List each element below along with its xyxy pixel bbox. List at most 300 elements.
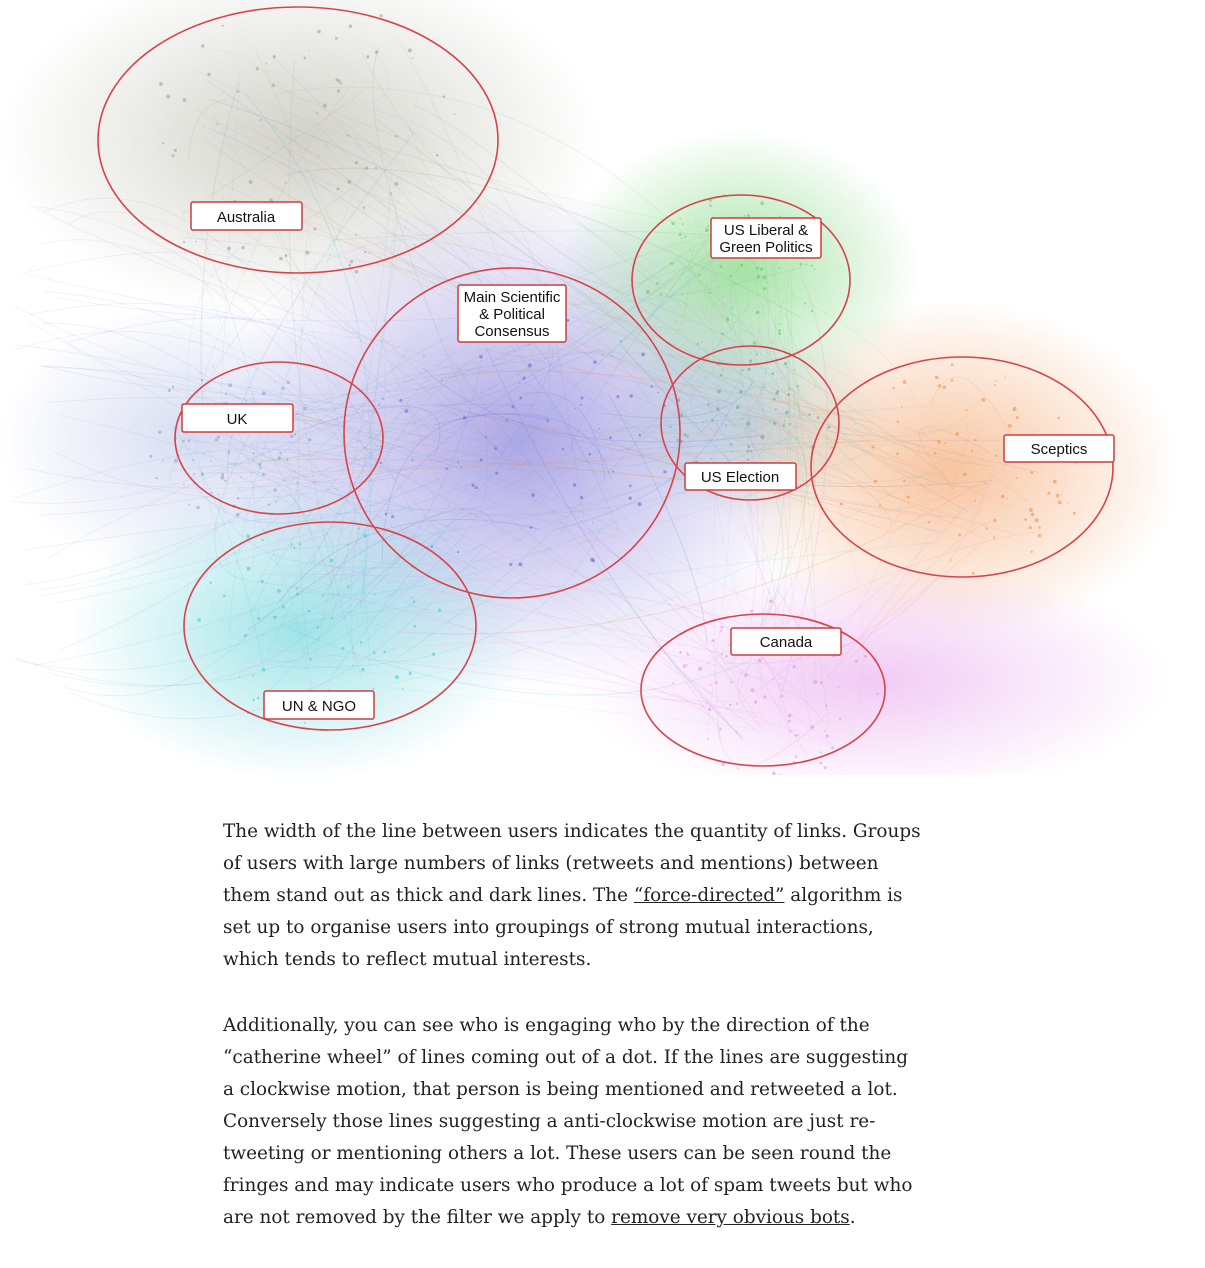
network-node <box>736 405 740 409</box>
network-node <box>737 767 739 769</box>
network-node <box>207 73 210 76</box>
network-node <box>756 354 758 356</box>
network-node <box>463 416 467 420</box>
network-node <box>743 215 745 217</box>
network-node <box>762 276 766 280</box>
network-node <box>725 655 728 658</box>
network-node <box>763 287 766 290</box>
network-node <box>839 717 842 720</box>
network-node <box>1004 377 1005 378</box>
network-node <box>741 369 743 371</box>
network-node <box>431 545 433 547</box>
network-node <box>296 593 299 596</box>
network-node <box>871 516 872 517</box>
network-node <box>480 459 483 462</box>
network-node <box>1056 494 1060 498</box>
network-node <box>330 559 334 563</box>
network-node <box>686 664 687 665</box>
network-node <box>436 154 439 157</box>
network-node <box>831 747 834 750</box>
network-node <box>349 25 352 28</box>
network-node <box>188 503 190 505</box>
network-node <box>172 386 175 389</box>
network-node <box>828 426 831 429</box>
network-node <box>903 480 906 483</box>
network-node <box>669 426 671 428</box>
network-node <box>485 436 487 438</box>
network-node <box>287 381 290 384</box>
network-node <box>676 439 678 441</box>
network-node <box>756 311 760 315</box>
network-node <box>494 447 497 450</box>
network-node <box>731 451 733 453</box>
network-node <box>210 491 212 493</box>
network-node <box>509 563 512 566</box>
network-node <box>262 668 266 672</box>
network-node <box>432 653 435 656</box>
network-node <box>303 57 306 60</box>
network-node <box>182 440 185 443</box>
network-node <box>995 455 997 457</box>
network-node <box>355 270 359 274</box>
network-node <box>811 264 813 266</box>
network-node <box>815 386 816 387</box>
network-node <box>166 95 170 99</box>
network-node <box>252 444 254 446</box>
network-node <box>711 458 713 460</box>
network-node <box>213 366 214 367</box>
network-node <box>322 594 324 596</box>
network-node <box>772 772 776 775</box>
network-node <box>703 421 705 423</box>
network-node <box>684 236 686 238</box>
network-node <box>629 497 632 500</box>
network-node <box>693 250 694 251</box>
network-node <box>730 443 733 446</box>
paragraph-line-width <box>223 816 923 976</box>
network-node <box>943 385 946 388</box>
network-node <box>215 438 218 441</box>
network-node <box>757 275 761 279</box>
network-node <box>372 688 374 690</box>
network-node <box>316 626 319 629</box>
network-node <box>811 725 815 729</box>
network-node <box>646 290 650 294</box>
network-node <box>355 161 358 164</box>
network-node <box>347 544 348 545</box>
network-node <box>612 355 613 356</box>
network-node <box>253 452 255 454</box>
network-node <box>380 462 382 464</box>
network-node <box>183 241 185 243</box>
network-node <box>375 50 379 54</box>
network-node <box>338 539 339 540</box>
label-us-liberal <box>711 218 821 258</box>
network-node <box>763 695 766 698</box>
network-node <box>638 502 642 506</box>
network-node <box>620 340 622 342</box>
network-node <box>438 609 441 612</box>
paragraph-text: . <box>849 1207 856 1228</box>
network-node <box>879 504 881 506</box>
network-node <box>382 398 384 400</box>
network-node <box>732 307 734 309</box>
network-node <box>1067 503 1068 504</box>
network-node <box>293 547 295 549</box>
network-node <box>580 396 583 399</box>
network-node <box>259 467 261 469</box>
network-node <box>972 572 975 575</box>
network-node <box>739 390 743 394</box>
network-node <box>811 310 813 312</box>
network-node <box>1038 534 1042 538</box>
network-node <box>1061 493 1062 494</box>
network-node <box>174 149 177 152</box>
network-node <box>391 515 394 518</box>
network-node <box>1007 498 1008 499</box>
network-node <box>769 600 773 604</box>
network-node <box>722 369 724 371</box>
network-node <box>722 296 723 297</box>
network-node <box>707 738 709 740</box>
label-consensus <box>458 285 566 342</box>
network-node <box>754 701 757 704</box>
network-node <box>256 67 259 70</box>
network-node <box>363 534 367 538</box>
network-node <box>840 503 843 506</box>
network-node <box>1047 492 1050 495</box>
network-node <box>758 659 762 663</box>
network-node <box>789 730 791 732</box>
network-node <box>1008 424 1012 428</box>
network-node <box>1013 407 1017 411</box>
network-node <box>222 25 224 27</box>
svg-text:Sceptics: Sceptics <box>1030 441 1088 458</box>
network-node <box>531 493 535 497</box>
network-node <box>506 419 508 421</box>
network-node <box>285 254 288 257</box>
network-node <box>149 455 152 458</box>
network-node <box>349 264 352 267</box>
network-node <box>317 155 319 157</box>
network-node <box>372 529 373 530</box>
network-node <box>281 387 284 390</box>
network-node <box>303 406 307 410</box>
network-node <box>994 384 996 386</box>
svg-text:US Liberal &: US Liberal & <box>723 222 809 239</box>
network-node <box>282 605 285 608</box>
network-node <box>1053 480 1057 484</box>
network-node <box>958 534 961 537</box>
network-node <box>689 249 691 251</box>
network-node <box>228 383 232 387</box>
network-node <box>974 500 976 502</box>
network-node <box>1038 526 1041 529</box>
network-node <box>676 321 678 323</box>
network-node <box>935 376 939 380</box>
network-node <box>530 526 533 529</box>
network-node <box>824 730 826 732</box>
network-node <box>237 90 239 92</box>
network-node <box>193 473 195 475</box>
network-node <box>719 265 722 268</box>
network-node <box>838 686 840 688</box>
network-node <box>740 264 743 267</box>
network-node <box>681 238 683 240</box>
network-node <box>650 385 652 387</box>
network-node <box>268 503 270 505</box>
network-node <box>358 527 360 529</box>
network-node <box>1073 512 1076 515</box>
network-node <box>402 688 404 690</box>
network-node <box>710 684 712 686</box>
network-node <box>445 467 448 470</box>
svg-text:& Political: & Political <box>479 306 545 323</box>
force-directed-link[interactable]: “force-directed” <box>633 885 785 906</box>
network-node <box>348 180 352 184</box>
network-node <box>993 536 995 538</box>
network-node <box>747 426 749 428</box>
network-node <box>735 282 737 284</box>
network-node <box>708 292 710 294</box>
network-node <box>290 435 293 438</box>
network-node <box>760 435 764 439</box>
label-sceptics <box>1004 435 1114 462</box>
network-node <box>797 734 799 736</box>
network-node <box>747 459 749 461</box>
network-node <box>934 452 937 455</box>
network-node <box>720 374 723 377</box>
network-node <box>781 695 784 698</box>
network-node <box>580 496 583 499</box>
network-node <box>408 49 412 53</box>
network-node <box>313 179 314 180</box>
network-node <box>789 423 791 425</box>
network-node <box>672 682 674 684</box>
network-node <box>725 414 727 416</box>
network-node <box>995 380 997 382</box>
network-node <box>786 366 788 368</box>
network-node <box>294 433 297 436</box>
network-node <box>335 78 338 81</box>
network-node <box>657 392 659 394</box>
network-node <box>776 390 779 393</box>
network-node <box>202 126 203 127</box>
network-node <box>771 372 774 375</box>
network-node <box>262 391 266 395</box>
network-node <box>375 167 377 169</box>
network-node <box>263 635 264 636</box>
network-node <box>684 433 687 436</box>
network-node <box>203 453 205 455</box>
network-node <box>385 513 388 516</box>
network-node <box>471 484 474 487</box>
network-node <box>896 452 899 455</box>
network-node <box>713 304 715 306</box>
network-node <box>784 362 787 365</box>
network-node <box>993 519 996 522</box>
svg-text:Canada: Canada <box>759 634 813 651</box>
network-node <box>364 447 365 448</box>
network-node <box>272 84 275 87</box>
svg-text:Green Politics: Green Politics <box>719 239 813 256</box>
network-node <box>706 702 707 703</box>
network-node <box>593 360 597 364</box>
network-node <box>708 708 711 711</box>
network-node <box>854 423 855 424</box>
network-node <box>874 480 877 483</box>
network-node <box>937 440 941 444</box>
network-node <box>831 447 833 449</box>
network-node <box>716 407 719 410</box>
network-node <box>686 652 688 654</box>
network-node <box>616 395 619 398</box>
network-node <box>749 359 752 362</box>
network-node <box>258 612 259 613</box>
network-node <box>971 450 973 452</box>
network-node <box>726 708 727 709</box>
network-node <box>747 214 750 217</box>
network-node <box>413 625 416 628</box>
network-node <box>209 581 211 583</box>
network-node <box>249 180 253 184</box>
network-node <box>350 260 353 263</box>
network-node <box>723 422 724 423</box>
network-node <box>814 680 818 684</box>
remove-bots-link[interactable]: remove very obvious bots <box>611 1207 850 1228</box>
network-node <box>747 368 750 371</box>
network-node <box>709 204 712 207</box>
network-node <box>736 731 738 733</box>
network-node <box>965 409 967 411</box>
network-node <box>982 398 986 402</box>
network-node <box>247 567 251 571</box>
network-node <box>785 411 789 415</box>
network-node <box>326 146 327 147</box>
network-node <box>963 473 966 476</box>
network-node <box>1024 518 1027 521</box>
network-node <box>804 303 806 305</box>
network-node <box>730 275 732 277</box>
network-node <box>308 438 312 442</box>
network-node <box>750 610 753 613</box>
network-node <box>252 699 255 702</box>
network-node <box>773 398 776 401</box>
network-node <box>641 352 645 356</box>
network-node <box>261 580 264 583</box>
network-node <box>369 252 371 254</box>
network-node <box>423 355 425 357</box>
network-node <box>197 618 201 622</box>
network-node <box>394 182 398 186</box>
network-node <box>820 681 823 684</box>
network-node <box>342 647 345 650</box>
network-node <box>217 123 219 125</box>
network-node <box>826 734 829 737</box>
network-node <box>670 262 673 265</box>
network-node <box>308 610 311 613</box>
paragraph-text: Additionally, you can see who is engaging who by the direction of the “catherine wheel” of lines coming out of a dot. If the lines are suggesting a clockwise motion, that person is being mentioned and retweeted a lot. Conversely those lines suggesting a anti-clockwise motion are just re-tweeting or mentioning others a lot. These users can be seen round the fringes and may indicate users who produce a lot of spam tweets but who are not removed by the filter we apply to <box>223 1015 913 1228</box>
network-node <box>705 228 709 232</box>
network-node <box>720 630 722 632</box>
network-node <box>366 55 369 58</box>
network-node <box>220 476 224 480</box>
network-node <box>779 323 781 325</box>
network-node <box>773 421 776 424</box>
network-node <box>377 623 379 625</box>
network-node <box>984 482 986 484</box>
network-node <box>443 95 446 98</box>
network-node <box>528 363 532 367</box>
network-node <box>243 635 245 637</box>
network-node <box>390 192 392 194</box>
network-node <box>495 472 498 475</box>
network-node <box>707 404 709 406</box>
network-node <box>725 424 727 426</box>
network-node <box>361 668 365 672</box>
network-node <box>698 274 700 276</box>
network-node <box>778 329 781 332</box>
network-node <box>736 703 738 705</box>
network-node <box>592 522 593 523</box>
network-node <box>461 466 463 468</box>
article-body <box>223 816 923 1268</box>
network-node <box>763 386 765 388</box>
network-node <box>1035 518 1039 522</box>
label-uk <box>182 404 293 432</box>
network-node <box>240 476 242 478</box>
network-node <box>522 376 525 379</box>
network-node <box>258 463 261 466</box>
network-node <box>599 428 600 429</box>
network-node <box>722 763 725 766</box>
network-node <box>679 218 681 220</box>
network-node <box>245 400 247 402</box>
paragraph-catherine-wheel <box>223 1010 923 1234</box>
network-node <box>903 380 907 384</box>
network-node <box>223 594 226 597</box>
network-node <box>721 653 723 655</box>
network-node <box>794 369 796 371</box>
network-node <box>817 416 820 419</box>
network-node <box>720 728 722 730</box>
network-node <box>778 267 780 269</box>
network-node <box>717 390 721 394</box>
label-un-ngo <box>264 691 374 719</box>
network-node <box>195 241 197 243</box>
network-node <box>305 251 309 255</box>
network-node <box>612 471 614 473</box>
network-node <box>892 387 894 389</box>
network-node <box>711 639 714 642</box>
network-node <box>1058 501 1062 505</box>
network-node <box>200 373 201 374</box>
network-node <box>907 495 910 498</box>
network-node <box>192 459 194 461</box>
network-node <box>756 267 759 270</box>
network-node <box>297 481 299 483</box>
network-node <box>475 486 478 489</box>
network-node <box>697 343 699 345</box>
network-node <box>291 545 293 547</box>
network-node <box>257 617 260 620</box>
network-node <box>224 479 226 481</box>
network-node <box>285 182 287 184</box>
network-node <box>729 704 731 706</box>
network-node <box>201 44 204 47</box>
network-node <box>409 672 412 675</box>
network-node <box>1029 508 1033 512</box>
